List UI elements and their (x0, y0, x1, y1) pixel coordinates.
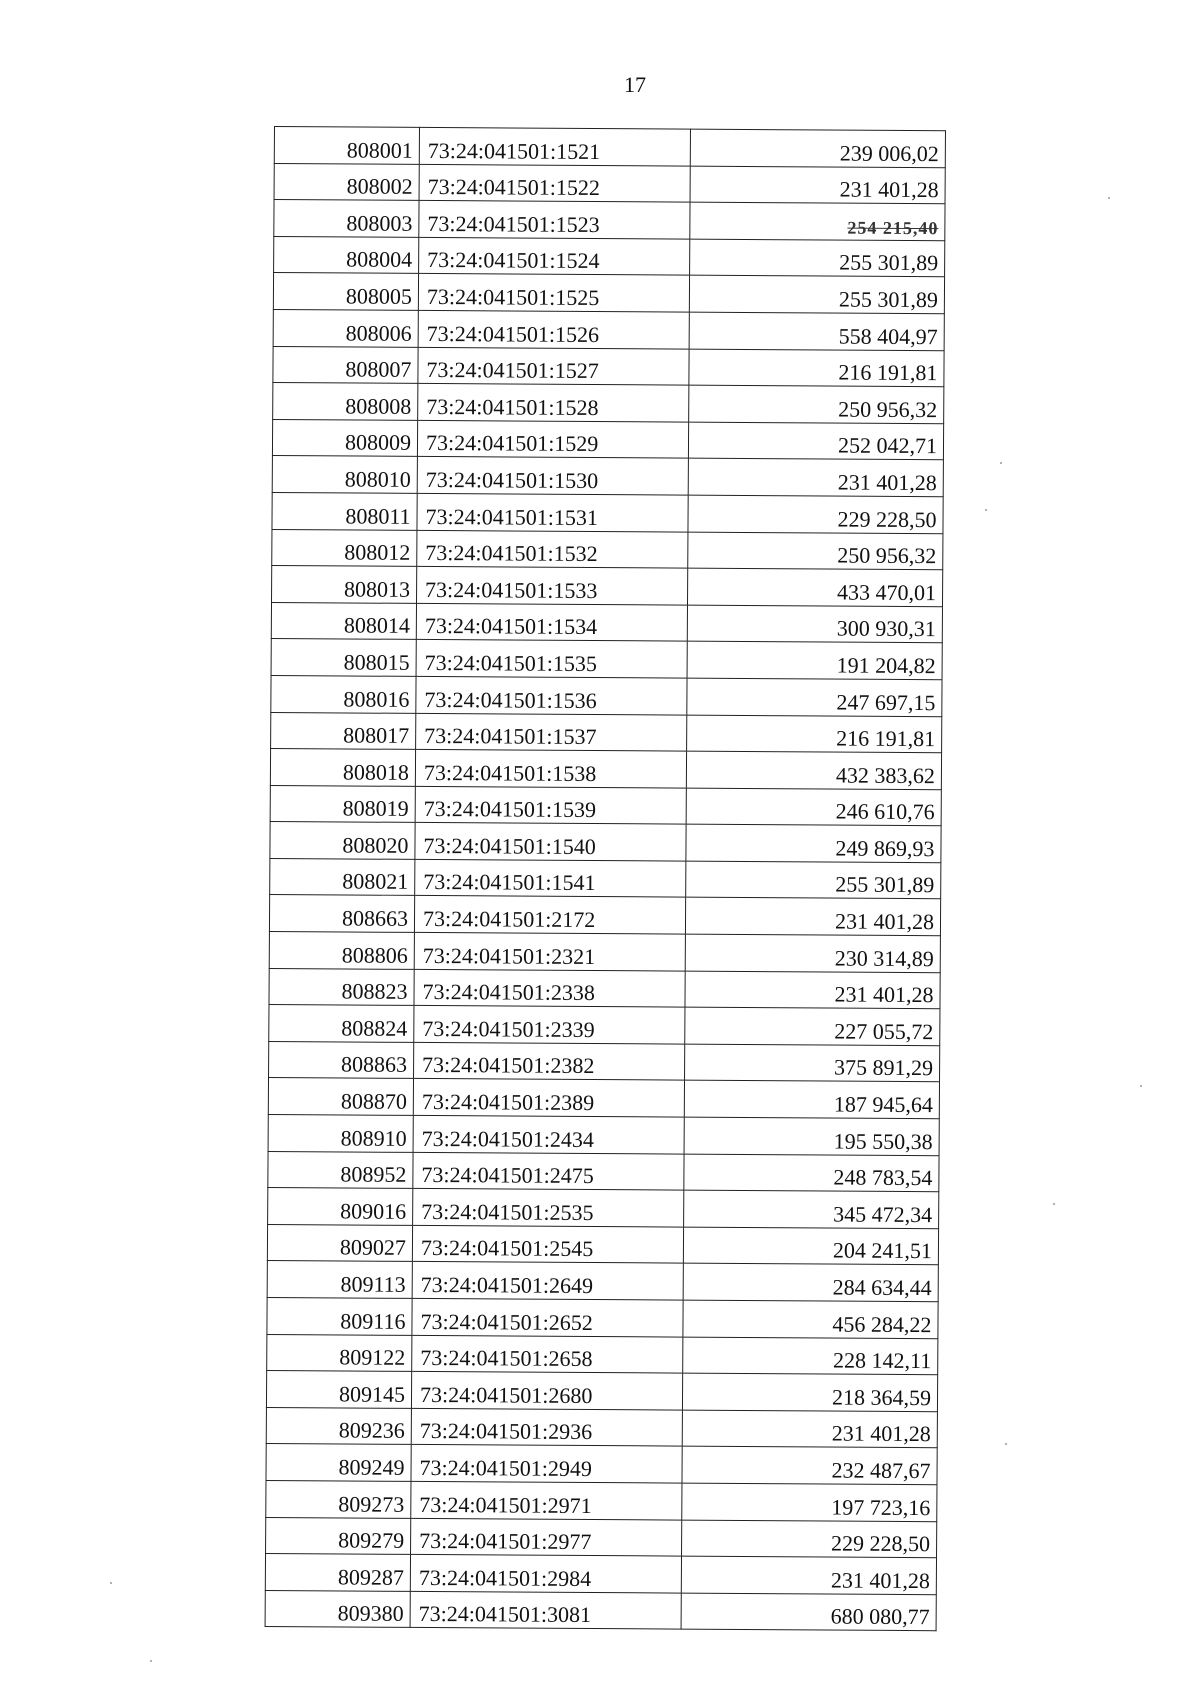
cadastral-number-cell: 73:24:041501:2971 (411, 1481, 682, 1519)
value-text: 456 284,22 (832, 1311, 932, 1337)
scan-speck (150, 1660, 152, 1662)
cadastral-value-cell (688, 422, 943, 460)
table-row (271, 602, 942, 643)
table-row (268, 1115, 939, 1156)
parcel-code-cell: 808863 (269, 1041, 414, 1079)
value-text: 230 314,89 (834, 945, 934, 971)
value-text: 252 042,71 (837, 432, 938, 459)
land-parcels-table (265, 126, 946, 1632)
scan-speck (1053, 1203, 1055, 1205)
cadastral-number-cell: 73:24:041501:2652 (412, 1298, 683, 1336)
cadastral-number-cell: 73:24:041501:1530 (417, 457, 688, 495)
table-row (274, 236, 945, 277)
cadastral-value-cell (687, 678, 942, 716)
table-row (270, 822, 941, 863)
cadastral-number-cell: 73:24:041501:2382 (414, 1042, 685, 1080)
value-text: 197 723,16 (831, 1494, 931, 1520)
parcel-code-cell: 809145 (266, 1371, 411, 1409)
table-body (265, 127, 945, 1632)
table-row (273, 383, 944, 424)
value-text: 231 401,28 (834, 908, 935, 935)
cadastral-value-cell (686, 751, 941, 789)
cadastral-value-cell (685, 1044, 940, 1082)
cadastral-number-cell: 73:24:041501:1523 (419, 201, 690, 239)
parcel-code-cell: 808021 (270, 858, 415, 896)
cadastral-number-cell: 73:24:041501:1531 (417, 493, 688, 531)
cadastral-value-cell (690, 166, 945, 204)
cadastral-number-cell: 73:24:041501:1540 (415, 823, 686, 861)
cadastral-value-cell (683, 1227, 938, 1265)
parcel-code-cell: 809236 (266, 1407, 411, 1445)
value-text: 246 610,76 (835, 798, 935, 825)
table-row (274, 127, 945, 168)
cadastral-number-cell: 73:24:041501:1535 (416, 640, 687, 678)
cadastral-value-cell (685, 1007, 940, 1045)
cadastral-number-cell: 73:24:041501:1537 (416, 713, 687, 751)
table-row (266, 1480, 937, 1521)
table-row (269, 1005, 940, 1046)
parcel-code-cell: 809287 (265, 1554, 410, 1592)
table-row (266, 1407, 937, 1448)
cadastral-value-cell (684, 1117, 939, 1155)
corrected-value-text: 254 215,40 (847, 217, 939, 238)
parcel-code-cell: 808017 (271, 712, 416, 750)
parcel-code-cell: 808012 (272, 529, 417, 567)
table-row (272, 566, 943, 607)
value-text: 216 191,81 (838, 359, 938, 386)
cadastral-value-cell (689, 275, 944, 313)
value-text: 218 364,59 (831, 1384, 932, 1410)
cadastral-value-cell (687, 568, 942, 606)
value-text: 231 401,28 (830, 1567, 930, 1593)
value-text: 228 142,11 (832, 1347, 932, 1374)
parcel-code-cell: 808018 (270, 749, 415, 787)
scan-speck (1108, 197, 1110, 199)
value-text: 231 401,28 (831, 1420, 931, 1447)
table-row (265, 1554, 936, 1595)
scan-speck (1005, 1443, 1007, 1445)
parcel-code-cell: 808910 (268, 1115, 413, 1153)
cadastral-number-cell: 73:24:041501:2936 (411, 1408, 682, 1446)
cadastral-number-cell: 73:24:041501:2680 (411, 1372, 682, 1410)
value-text: 231 401,28 (837, 469, 937, 496)
table-row (272, 492, 943, 533)
parcel-code-cell: 808009 (272, 419, 417, 457)
cadastral-value-cell (690, 239, 945, 277)
parcel-code-cell: 809113 (267, 1261, 412, 1299)
value-text: 680 080,77 (830, 1603, 930, 1630)
cadastral-number-cell: 73:24:041501:2434 (413, 1115, 684, 1153)
scan-speck (1000, 462, 1002, 464)
parcel-code-cell: 808001 (274, 127, 419, 165)
value-text: 255 301,89 (835, 872, 935, 898)
parcel-code-cell: 808013 (272, 566, 417, 604)
value-text: 195 550,38 (833, 1128, 933, 1154)
table-row (272, 529, 943, 570)
value-text: 204 241,51 (832, 1237, 933, 1264)
cadastral-number-cell: 73:24:041501:2949 (411, 1445, 682, 1483)
table-row (267, 1334, 938, 1375)
cadastral-value-cell (683, 1337, 938, 1375)
cadastral-value-cell (689, 385, 944, 423)
table-row (273, 273, 944, 314)
cadastral-value-cell (681, 1593, 936, 1631)
table-row (269, 895, 940, 936)
table-row (266, 1371, 937, 1412)
table-row (269, 1041, 940, 1082)
cadastral-value-cell (683, 1264, 938, 1302)
cadastral-value-cell (689, 349, 944, 387)
cadastral-number-cell: 73:24:041501:2339 (414, 1006, 685, 1044)
cadastral-number-cell: 73:24:041501:2321 (414, 932, 685, 970)
cadastral-number-cell: 73:24:041501:2338 (414, 969, 685, 1007)
value-text: 229 228,50 (837, 506, 937, 532)
cadastral-value-cell (688, 532, 943, 570)
page-number: 17 (624, 72, 646, 97)
table-row (266, 1517, 937, 1558)
cadastral-number-cell: 73:24:041501:2984 (410, 1555, 681, 1593)
value-text: 250 956,32 (838, 396, 938, 422)
cadastral-value-cell (687, 605, 942, 643)
cadastral-number-cell: 73:24:041501:2545 (412, 1225, 683, 1263)
cadastral-value-cell (682, 1520, 937, 1558)
value-text: 250 956,32 (837, 542, 937, 569)
parcel-code-cell: 808952 (268, 1151, 413, 1189)
table-row (273, 346, 944, 387)
parcel-code-cell: 808870 (268, 1078, 413, 1116)
parcel-code-cell: 808823 (269, 968, 414, 1006)
value-text: 231 401,28 (839, 176, 939, 203)
parcel-code-cell: 808010 (272, 456, 417, 494)
table-row (271, 712, 942, 753)
cadastral-number-cell: 73:24:041501:1541 (415, 859, 686, 897)
table-row (269, 968, 940, 1009)
value-text: 345 472,34 (833, 1201, 933, 1227)
parcel-code-cell: 808002 (274, 163, 419, 201)
value-text: 227 055,72 (834, 1018, 934, 1045)
table-row (271, 639, 942, 680)
cadastral-value-cell (690, 202, 945, 240)
value-text: 284 634,44 (832, 1274, 932, 1301)
table-row (268, 1151, 939, 1192)
table-row (270, 858, 941, 899)
cadastral-value-cell (686, 824, 941, 862)
cadastral-value-cell (688, 495, 943, 533)
cadastral-value-cell (686, 788, 941, 826)
parcel-code-cell: 808015 (271, 639, 416, 677)
cadastral-value-cell (684, 1190, 939, 1228)
cadastral-number-cell: 73:24:041501:1527 (418, 347, 689, 385)
parcel-code-cell: 808663 (269, 895, 414, 933)
table-row (269, 932, 940, 973)
cadastral-value-cell (689, 312, 944, 350)
table-row (273, 309, 944, 350)
parcel-code-cell: 809380 (265, 1590, 410, 1628)
value-text: 248 783,54 (833, 1164, 933, 1191)
cadastral-number-cell: 73:24:041501:1534 (416, 603, 687, 641)
table-row (268, 1078, 939, 1119)
table-row (267, 1261, 938, 1302)
parcel-code-cell: 809027 (267, 1224, 412, 1262)
parcel-code-cell: 809122 (267, 1334, 412, 1372)
cadastral-number-cell: 73:24:041501:2389 (413, 1079, 684, 1117)
cadastral-number-cell: 73:24:041501:1524 (419, 237, 690, 275)
scan-speck (985, 509, 987, 511)
value-text: 255 301,89 (838, 286, 939, 313)
parcel-code-cell: 808014 (271, 602, 416, 640)
table-row (274, 200, 945, 241)
cadastral-value-cell (687, 715, 942, 753)
table-row (266, 1444, 937, 1485)
cadastral-number-cell: 73:24:041501:1532 (417, 530, 688, 568)
value-text: 300 930,31 (836, 615, 936, 642)
table-row (265, 1590, 936, 1631)
table-row (272, 419, 943, 460)
parcel-code-cell: 809249 (266, 1444, 411, 1482)
value-text: 558 404,97 (838, 323, 938, 349)
value-text: 231 401,28 (834, 981, 934, 1008)
value-text: 375 891,29 (834, 1054, 934, 1081)
cadastral-number-cell: 73:24:041501:1536 (416, 676, 687, 714)
value-text: 191 204,82 (836, 652, 936, 679)
value-text: 232 487,67 (831, 1457, 931, 1484)
table-row (271, 675, 942, 716)
value-text: 255 301,89 (839, 249, 939, 276)
cadastral-value-cell (683, 1300, 938, 1338)
cadastral-value-cell (681, 1556, 936, 1594)
cadastral-number-cell: 73:24:041501:1529 (417, 420, 688, 458)
parcel-code-cell: 808008 (273, 383, 418, 421)
parcel-code-cell: 809016 (268, 1188, 413, 1226)
cadastral-value-cell (684, 1081, 939, 1119)
cadastral-number-cell: 73:24:041501:2977 (411, 1518, 682, 1556)
value-text: 432 383,62 (835, 762, 936, 788)
value-text: 433 470,01 (837, 579, 937, 605)
cadastral-number-cell: 73:24:041501:1522 (419, 164, 690, 202)
cadastral-number-cell: 73:24:041501:2649 (412, 1262, 683, 1300)
cadastral-number-cell: 73:24:041501:2475 (413, 1152, 684, 1190)
cadastral-value-cell (682, 1373, 937, 1411)
table-row (270, 785, 941, 826)
parcel-code-cell: 809273 (266, 1480, 411, 1518)
cadastral-value-cell (690, 129, 945, 167)
value-text: 247 697,15 (836, 689, 936, 715)
parcel-code-cell: 808003 (274, 200, 419, 238)
value-text: 229 228,50 (831, 1530, 931, 1557)
scan-speck (1140, 1085, 1142, 1087)
table-row (267, 1297, 938, 1338)
cadastral-number-cell: 73:24:041501:1526 (418, 310, 689, 348)
parcel-code-cell: 808016 (271, 675, 416, 713)
cadastral-number-cell: 73:24:041501:1538 (415, 749, 686, 787)
table-row (267, 1224, 938, 1265)
cadastral-number-cell: 73:24:041501:2172 (414, 896, 685, 934)
parcel-code-cell: 808824 (269, 1005, 414, 1043)
parcel-code-cell: 808020 (270, 822, 415, 860)
parcel-code-cell: 808006 (273, 309, 418, 347)
scan-speck (110, 1582, 112, 1584)
cadastral-value-cell (685, 898, 940, 936)
cadastral-value-cell (686, 861, 941, 899)
parcel-code-cell: 808007 (273, 346, 418, 384)
parcel-code-cell: 808806 (269, 932, 414, 970)
cadastral-value-cell (684, 1154, 939, 1192)
value-text: 216 191,81 (836, 725, 936, 752)
parcel-code-cell: 808011 (272, 492, 417, 530)
cadastral-value-cell (682, 1483, 937, 1521)
table-row (270, 749, 941, 790)
value-text: 249 869,93 (835, 835, 935, 862)
cadastral-value-cell (682, 1410, 937, 1448)
cadastral-value-cell (685, 934, 940, 972)
cadastral-number-cell: 73:24:041501:1528 (418, 384, 689, 422)
cadastral-number-cell: 73:24:041501:1533 (417, 567, 688, 605)
cadastral-number-cell: 73:24:041501:1521 (419, 127, 690, 165)
parcel-code-cell: 809279 (266, 1517, 411, 1555)
cadastral-value-cell (682, 1446, 937, 1484)
parcel-code-cell: 808005 (273, 273, 418, 311)
table-row (274, 163, 945, 204)
cadastral-number-cell: 73:24:041501:1539 (415, 786, 686, 824)
cadastral-number-cell: 73:24:041501:2535 (413, 1189, 684, 1227)
cadastral-value-cell (685, 971, 940, 1009)
value-text: 239 006,02 (839, 140, 939, 166)
table-row (272, 456, 943, 497)
parcel-code-cell: 808019 (270, 785, 415, 823)
table-row (268, 1188, 939, 1229)
cadastral-number-cell: 73:24:041501:3081 (410, 1591, 681, 1629)
cadastral-number-cell: 73:24:041501:1525 (418, 274, 689, 312)
cadastral-value-cell (688, 458, 943, 496)
value-text: 187 945,64 (833, 1091, 933, 1118)
cadastral-number-cell: 73:24:041501:2658 (412, 1335, 683, 1373)
parcel-code-cell: 809116 (267, 1297, 412, 1335)
parcel-code-cell: 808004 (274, 236, 419, 274)
cadastral-value-cell (687, 641, 942, 679)
